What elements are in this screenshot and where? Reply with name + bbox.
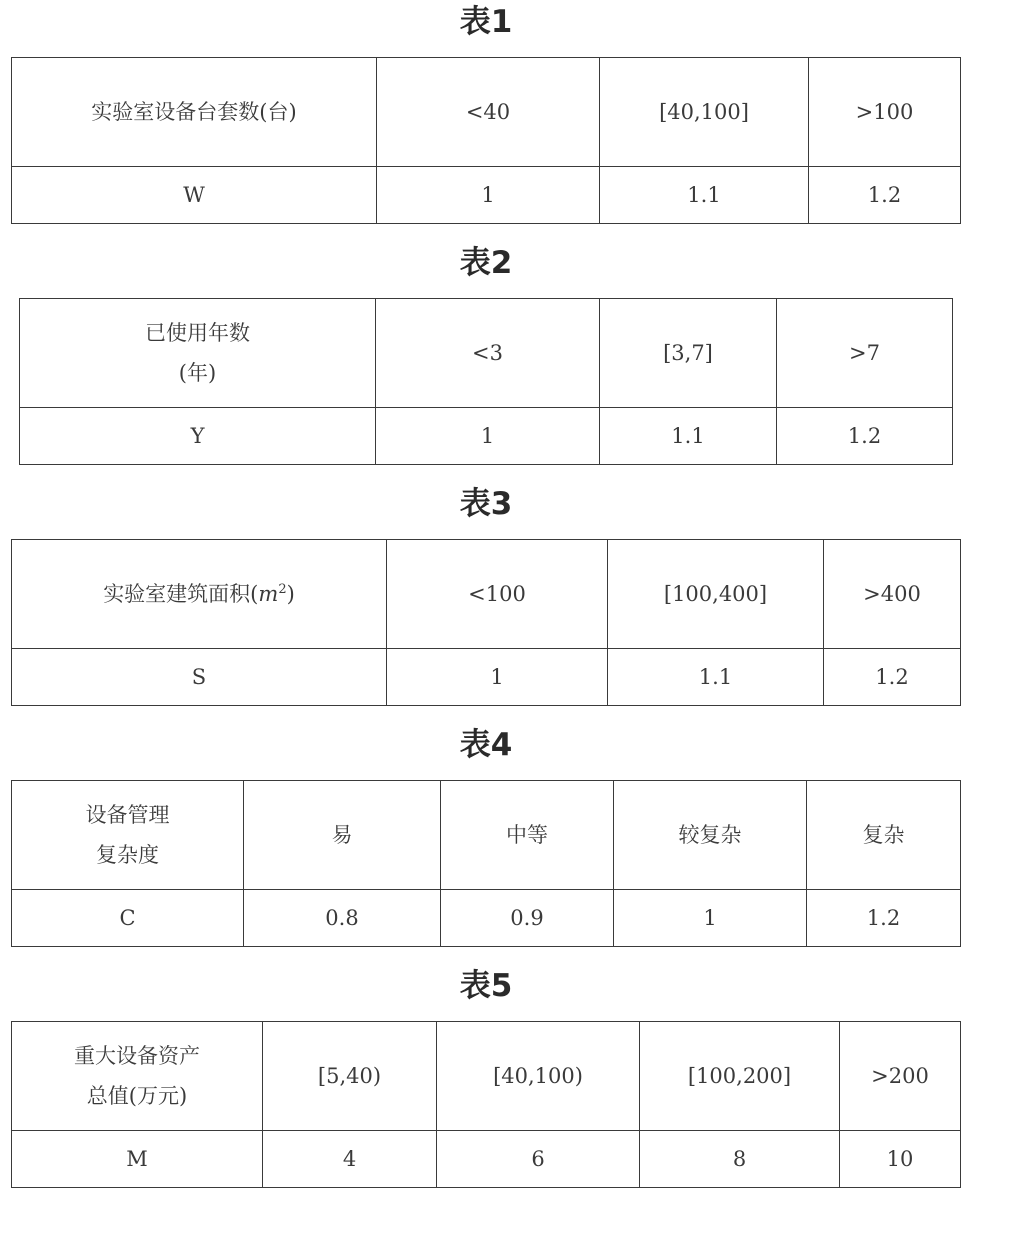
table-3-header-cell: [100,400] [608, 540, 824, 649]
table-2-header-row [20, 299, 953, 408]
table-3-header-close: ) [286, 582, 295, 606]
table-4-header-cell: 较复杂 [614, 781, 807, 890]
table-4-caption: 表4 [459, 727, 513, 763]
table-2-header-cell: <3 [376, 299, 600, 408]
table-5 [11, 1021, 961, 1188]
table-1-header-cell: >100 [809, 58, 961, 167]
table-5-header-cell: >200 [840, 1022, 961, 1131]
table-3-header-row [12, 540, 961, 649]
table-3-value-cell: 1.1 [608, 649, 824, 706]
table-2-value-cell: 1 [376, 408, 600, 465]
table-1-value-cell: 1.1 [600, 167, 809, 224]
table-4 [11, 780, 961, 947]
table-1-header-row [12, 58, 961, 167]
table-4-header-row [12, 781, 961, 890]
table-1-row-label: W [12, 167, 377, 224]
table-1 [11, 57, 961, 224]
table-5-value-row [12, 1131, 961, 1188]
table-3-caption: 表3 [459, 486, 513, 522]
table-2-value-row [20, 408, 953, 465]
table-3-header-cell: >400 [824, 540, 961, 649]
table-3-header-exponent: 2 [278, 582, 287, 597]
table-1-value-cell: 1 [377, 167, 600, 224]
table-3-header-label [12, 540, 387, 649]
table-3-value-cell: 1 [387, 649, 608, 706]
table-5-value-cell: 4 [263, 1131, 437, 1188]
table-1-header-label: 实验室设备台套数(台) [12, 58, 377, 167]
table-3-value-cell: 1.2 [824, 649, 961, 706]
table-2-header-cell: >7 [777, 299, 953, 408]
table-1-caption: 表1 [459, 4, 513, 40]
table-4-header-cell: 中等 [441, 781, 614, 890]
table-2-value-cell: 1.2 [777, 408, 953, 465]
table-5-header-cell: [40,100) [437, 1022, 640, 1131]
table-2-value-cell: 1.1 [600, 408, 777, 465]
table-1-value-row [12, 167, 961, 224]
table-5-header-label: 重大设备资产 总值(万元) [12, 1022, 263, 1131]
table-5-value-cell: 6 [437, 1131, 640, 1188]
table-2-caption: 表2 [459, 245, 513, 281]
table-2-header-cell: [3,7] [600, 299, 777, 408]
table-2-header-label: 已使用年数 (年) [20, 299, 376, 408]
table-3-row-label: S [12, 649, 387, 706]
table-1-header-cell: [40,100] [600, 58, 809, 167]
table-4-header-cell: 易 [244, 781, 441, 890]
table-4-value-cell: 1.2 [807, 890, 961, 947]
table-5-row-label: M [12, 1131, 263, 1188]
table-4-value-cell: 0.9 [441, 890, 614, 947]
table-5-caption: 表5 [459, 968, 513, 1004]
table-4-header-label: 设备管理 复杂度 [12, 781, 244, 890]
table-1-header-cell: <40 [377, 58, 600, 167]
table-4-row-label: C [12, 890, 244, 947]
table-5-header-cell: [100,200] [640, 1022, 840, 1131]
table-3-value-row [12, 649, 961, 706]
table-5-value-cell: 10 [840, 1131, 961, 1188]
table-3-header-unit: m [258, 582, 279, 606]
table-3 [11, 539, 961, 706]
table-3-header-cell: <100 [387, 540, 608, 649]
table-5-header-cell: [5,40) [263, 1022, 437, 1131]
table-4-header-cell: 复杂 [807, 781, 961, 890]
table-4-value-cell: 1 [614, 890, 807, 947]
table-1-value-cell: 1.2 [809, 167, 961, 224]
table-4-value-row [12, 890, 961, 947]
table-5-value-cell: 8 [640, 1131, 840, 1188]
table-4-value-cell: 0.8 [244, 890, 441, 947]
table-5-header-row [12, 1022, 961, 1131]
table-3-header-label-text: 实验室建筑面积( [103, 582, 259, 606]
table-2-row-label: Y [20, 408, 376, 465]
table-2 [19, 298, 953, 465]
